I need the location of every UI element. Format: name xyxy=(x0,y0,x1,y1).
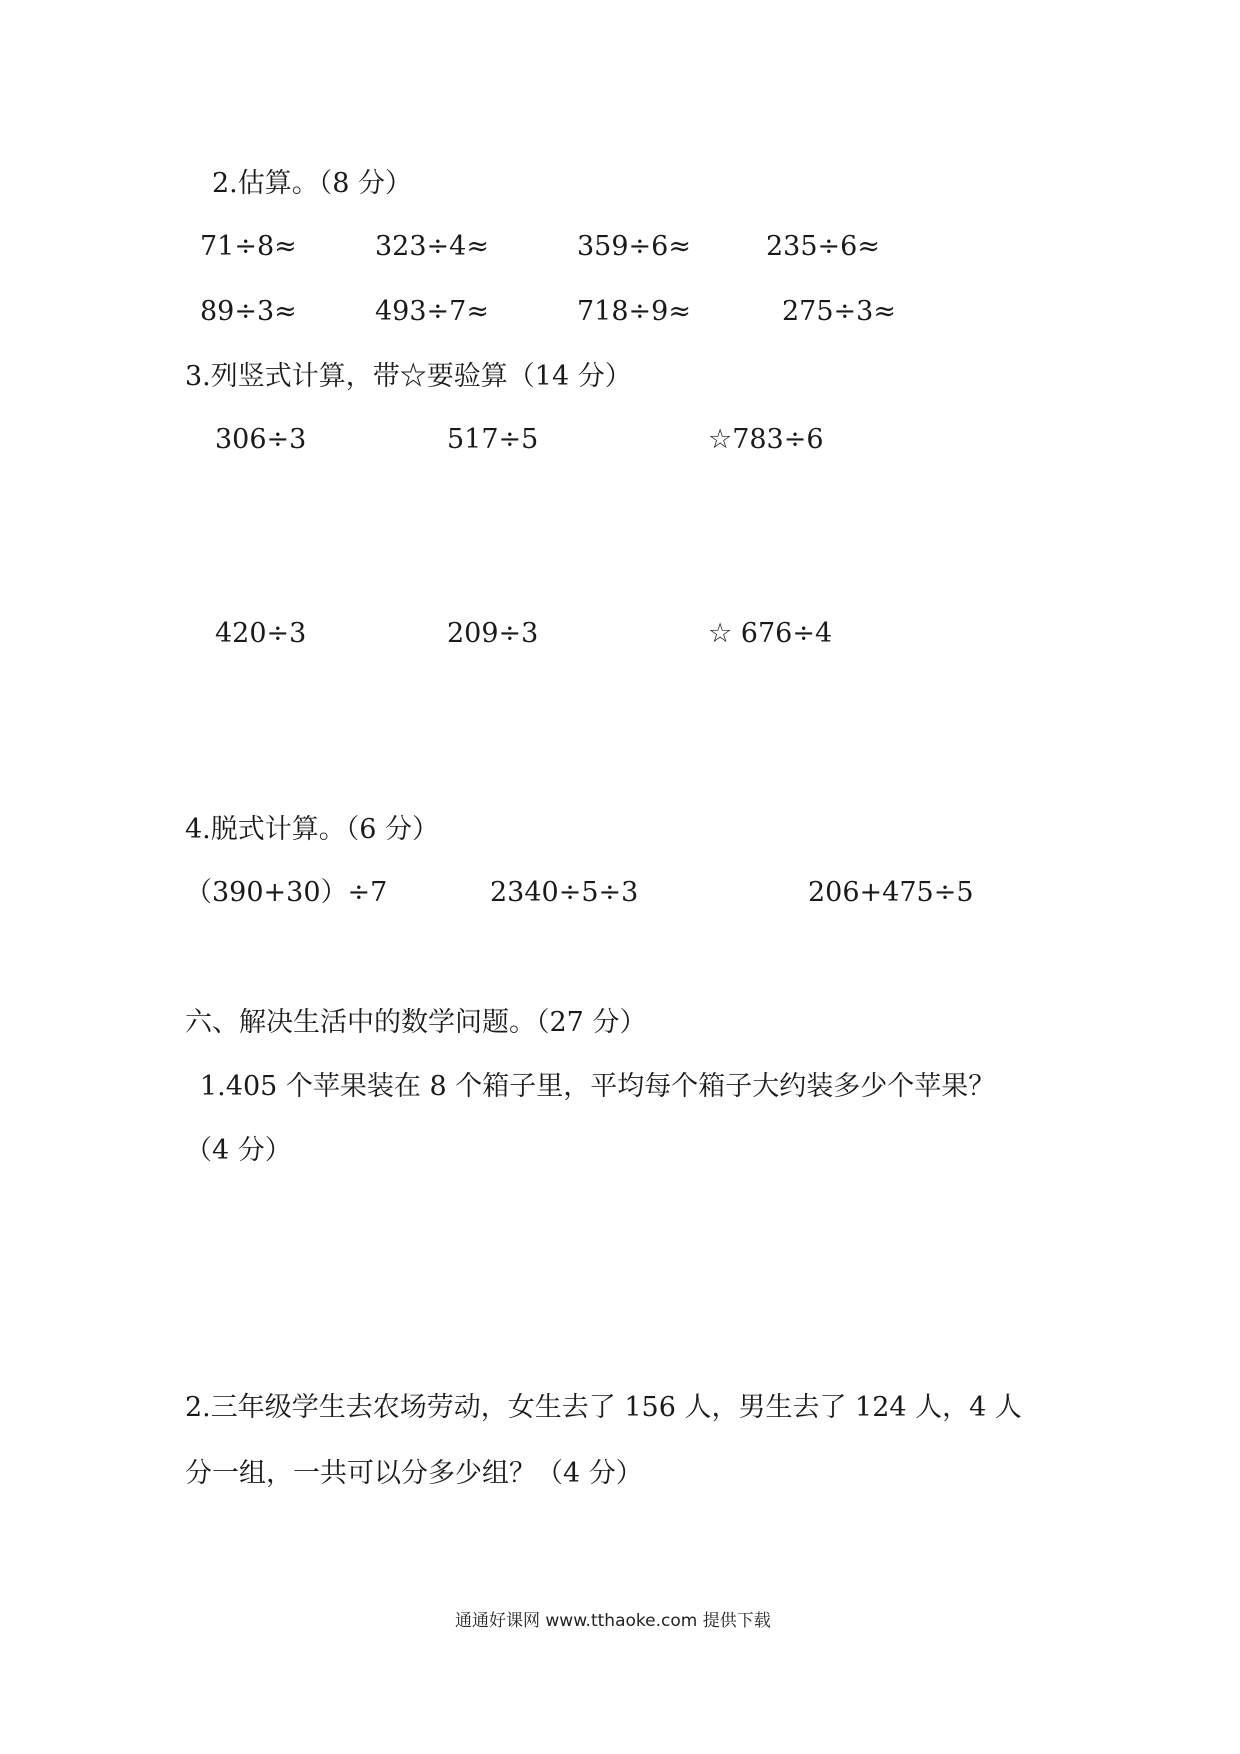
vertical-item: 209÷3 xyxy=(447,618,539,649)
stepwise-item: （390+30）÷7 xyxy=(185,877,388,908)
estimation-item: 323÷4≈ xyxy=(375,231,489,262)
vertical-item: ☆ 676÷4 xyxy=(708,618,833,649)
estimation-heading: 2.估算。（8 分） xyxy=(212,168,413,199)
question-1-points: （4 分） xyxy=(185,1135,292,1166)
question-2-text: 2.三年级学生去农场劳动，女生去了 156 人，男生去了 124 人，4 人 xyxy=(185,1392,1022,1423)
vertical-heading: 3.列竖式计算，带☆要验算（14 分） xyxy=(185,361,632,392)
estimation-item: 359÷6≈ xyxy=(577,231,691,262)
stepwise-item: 206+475÷5 xyxy=(808,877,974,908)
vertical-item: 517÷5 xyxy=(447,424,539,455)
estimation-item: 235÷6≈ xyxy=(766,231,880,262)
stepwise-heading: 4.脱式计算。（6 分） xyxy=(185,814,440,845)
stepwise-item: 2340÷5÷3 xyxy=(490,877,639,908)
footer-credit: 通通好课网 www.tthaoke.com 提供下载 xyxy=(455,1611,771,1631)
estimation-item: 718÷9≈ xyxy=(577,296,691,327)
vertical-item: 420÷3 xyxy=(215,618,307,649)
question-1-text: 1.405 个苹果装在 8 个箱子里，平均每个箱子大约装多少个苹果？ xyxy=(200,1071,996,1102)
estimation-item: 71÷8≈ xyxy=(200,231,297,262)
vertical-item: 306÷3 xyxy=(215,424,307,455)
vertical-item: ☆783÷6 xyxy=(708,424,824,455)
estimation-item: 89÷3≈ xyxy=(200,296,297,327)
estimation-item: 493÷7≈ xyxy=(375,296,489,327)
estimation-item: 275÷3≈ xyxy=(782,296,896,327)
question-2-text-continued: 分一组，一共可以分多少组？（4 分） xyxy=(185,1458,643,1489)
section6-heading: 六、解决生活中的数学问题。（27 分） xyxy=(185,1007,647,1038)
